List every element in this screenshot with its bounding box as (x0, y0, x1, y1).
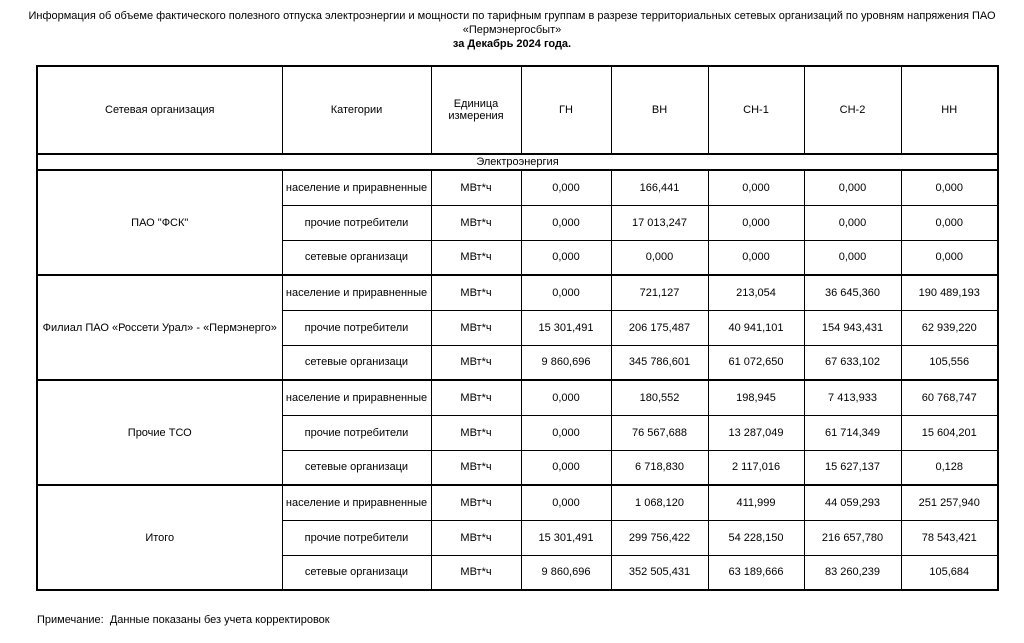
value-cell: 63 189,666 (708, 555, 804, 590)
table-header-row (37, 66, 998, 154)
unit-cell: МВт*ч (431, 275, 521, 310)
value-cell: 411,999 (708, 485, 804, 520)
header-gn: ГН (521, 66, 611, 154)
value-cell: 1 068,120 (611, 485, 708, 520)
value-cell: 206 175,487 (611, 310, 708, 345)
category-cell: население и приравненные (282, 170, 431, 205)
value-cell: 105,684 (901, 555, 998, 590)
category-cell: население и приравненные (282, 275, 431, 310)
table-row (37, 380, 998, 415)
value-cell: 213,054 (708, 275, 804, 310)
value-cell: 105,556 (901, 345, 998, 380)
value-cell: 15 627,137 (804, 450, 901, 485)
org-cell: Прочие ТСО (37, 380, 282, 485)
unit-cell: МВт*ч (431, 380, 521, 415)
value-cell: 44 059,293 (804, 485, 901, 520)
table-row (37, 170, 998, 205)
unit-cell: МВт*ч (431, 415, 521, 450)
value-cell: 2 117,016 (708, 450, 804, 485)
category-cell: прочие потребители (282, 205, 431, 240)
category-cell: сетевые организаци (282, 450, 431, 485)
document-title (0, 9, 1024, 51)
value-cell: 62 939,220 (901, 310, 998, 345)
value-cell: 78 543,421 (901, 520, 998, 555)
unit-cell: МВт*ч (431, 170, 521, 205)
value-cell: 352 505,431 (611, 555, 708, 590)
unit-cell: МВт*ч (431, 520, 521, 555)
category-cell: сетевые организаци (282, 555, 431, 590)
value-cell: 17 013,247 (611, 205, 708, 240)
value-cell: 0,000 (708, 205, 804, 240)
org-cell: Филиал ПАО «Россети Урал» - «Пермэнерго» (37, 275, 282, 380)
value-cell: 166,441 (611, 170, 708, 205)
header-sn2: СН-2 (804, 66, 901, 154)
value-cell: 154 943,431 (804, 310, 901, 345)
value-cell: 9 860,696 (521, 345, 611, 380)
category-cell: прочие потребители (282, 415, 431, 450)
value-cell: 721,127 (611, 275, 708, 310)
section-row (37, 154, 998, 170)
value-cell: 0,000 (521, 240, 611, 275)
category-cell: сетевые организаци (282, 345, 431, 380)
table-row (37, 485, 998, 520)
unit-cell: МВт*ч (431, 485, 521, 520)
value-cell: 67 633,102 (804, 345, 901, 380)
value-cell: 216 657,780 (804, 520, 901, 555)
category-cell: население и приравненные (282, 485, 431, 520)
header-nn: НН (901, 66, 998, 154)
unit-cell: МВт*ч (431, 240, 521, 275)
value-cell: 76 567,688 (611, 415, 708, 450)
value-cell: 60 768,747 (901, 380, 998, 415)
value-cell: 0,000 (708, 170, 804, 205)
value-cell: 7 413,933 (804, 380, 901, 415)
value-cell: 0,000 (804, 170, 901, 205)
footnote: Примечание: Данные показаны без учета корректировок (37, 614, 330, 626)
value-cell: 0,000 (901, 240, 998, 275)
value-cell: 15 301,491 (521, 310, 611, 345)
title-line-1: Информация об объеме фактического полезного отпуска электроэнергии и мощности по тарифным группам в разрезе территориальных сетевых организаций по уровням напряжения ПАО (28, 10, 996, 22)
value-cell: 54 228,150 (708, 520, 804, 555)
value-cell: 0,000 (521, 380, 611, 415)
value-cell: 9 860,696 (521, 555, 611, 590)
value-cell: 83 260,239 (804, 555, 901, 590)
unit-cell: МВт*ч (431, 205, 521, 240)
value-cell: 0,000 (521, 450, 611, 485)
value-cell: 40 941,101 (708, 310, 804, 345)
value-cell: 0,128 (901, 450, 998, 485)
title-line-2: «Пермэнергосбыт» (462, 24, 562, 36)
table-row (37, 275, 998, 310)
value-cell: 0,000 (804, 205, 901, 240)
value-cell: 0,000 (521, 415, 611, 450)
title-line-3: за Декабрь 2024 года. (452, 38, 572, 50)
value-cell: 15 301,491 (521, 520, 611, 555)
header-sn1: СН-1 (708, 66, 804, 154)
value-cell: 36 645,360 (804, 275, 901, 310)
org-cell: ПАО "ФСК" (37, 170, 282, 275)
header-unit: Единица измерения (431, 66, 521, 154)
org-cell: Итого (37, 485, 282, 590)
value-cell: 190 489,193 (901, 275, 998, 310)
unit-cell: МВт*ч (431, 555, 521, 590)
category-cell: сетевые организаци (282, 240, 431, 275)
value-cell: 345 786,601 (611, 345, 708, 380)
value-cell: 61 072,650 (708, 345, 804, 380)
value-cell: 0,000 (708, 240, 804, 275)
data-table (36, 65, 999, 591)
value-cell: 198,945 (708, 380, 804, 415)
unit-cell: МВт*ч (431, 345, 521, 380)
header-network-org: Сетевая организация (37, 66, 282, 154)
value-cell: 251 257,940 (901, 485, 998, 520)
value-cell: 0,000 (804, 240, 901, 275)
value-cell: 0,000 (521, 205, 611, 240)
value-cell: 6 718,830 (611, 450, 708, 485)
section-title: Электроэнергия (37, 154, 998, 170)
value-cell: 0,000 (901, 205, 998, 240)
value-cell: 180,552 (611, 380, 708, 415)
category-cell: население и приравненные (282, 380, 431, 415)
value-cell: 0,000 (521, 485, 611, 520)
value-cell: 61 714,349 (804, 415, 901, 450)
value-cell: 0,000 (901, 170, 998, 205)
value-cell: 0,000 (611, 240, 708, 275)
value-cell: 0,000 (521, 170, 611, 205)
value-cell: 13 287,049 (708, 415, 804, 450)
value-cell: 299 756,422 (611, 520, 708, 555)
value-cell: 0,000 (521, 275, 611, 310)
category-cell: прочие потребители (282, 520, 431, 555)
header-categories: Категории (282, 66, 431, 154)
category-cell: прочие потребители (282, 310, 431, 345)
header-vn: ВН (611, 66, 708, 154)
value-cell: 15 604,201 (901, 415, 998, 450)
unit-cell: МВт*ч (431, 450, 521, 485)
unit-cell: МВт*ч (431, 310, 521, 345)
